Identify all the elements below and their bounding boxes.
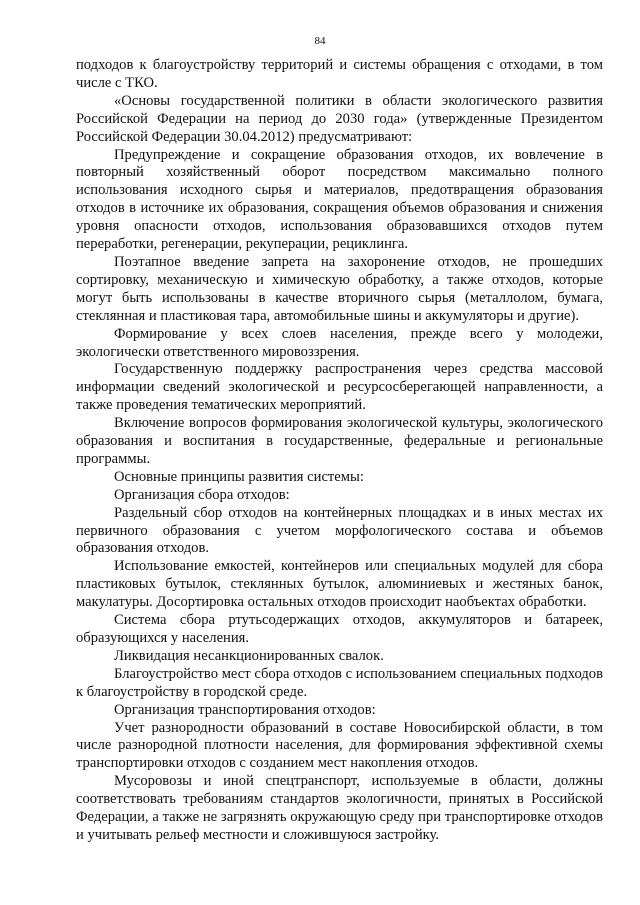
paragraph-transport-heading: Организация транспортирования отходов:	[114, 701, 376, 718]
paragraph-continuation: подходов к благоустройству территорий и системы обращения с отходами, в том числе с ТКО.	[76, 57, 603, 91]
paragraph-garbage-trucks: Мусоровозы и иной спецтранспорт, используемые в области, должны соответствовать требованиям стандартов экологичности, принятых в Российской Федерации, а также не загрязнять окружающую среду при транспортировке отходов и учитывать рельеф местности и сложившуюся застройку.	[76, 773, 603, 843]
paragraph-landfill-ban: Поэтапное введение запрета на захоронение отходов, не прошедших сортировку, механическую и химическую обработку, а также отходов, которые могут быть использованы в качестве вторичного сырья (металлолом, бумага, стеклянная и пластиковая тара, автомобильные шины и аккумуляторы и другие).	[76, 253, 603, 324]
paragraph-mercury-waste: Система сбора ртутьсодержащих отходов, аккумуляторов и батареек, образующихся у населения.	[76, 612, 603, 646]
document-body	[76, 57, 603, 845]
paragraph-collection-heading: Организация сбора отходов:	[114, 486, 290, 503]
paragraph-eco-education: Включение вопросов формирования экологической культуры, экологического образования и воспитания в государственные, федеральные и региональные программы.	[76, 415, 603, 467]
paragraph-separate-collection: Раздельный сбор отходов на контейнерных площадках и в иных местах их первичного образования с учетом морфологического состава и объемов образования отходов.	[76, 504, 603, 557]
paragraph-regional-heterogeneity: Учет разнородности образований в составе Новосибирской области, в том числе разнородной плотности населения, для формирования эффективной схемы транспортировки отходов с созданием мест накопления отходов.	[76, 719, 603, 772]
paragraph-eco-worldview: Формирование у всех слоев населения, прежде всего у молодежи, экологически ответственного мировоззрения.	[76, 325, 603, 360]
paragraph-principles-heading: Основные принципы развития системы:	[114, 468, 364, 485]
paragraph-collection-sites: Благоустройство мест сбора отходов с использованием специальных подходов к благоустройству в городской среде.	[76, 665, 603, 700]
paragraph-waste-prevention: Предупреждение и сокращение образования отходов, их вовлечение в повторный хозяйственный оборот посредством максимально полного использования исходного сырья и материалов, предотвращения образования отходов в источнике их образования, сокращения объемов образования и снижения уровня опасности отходов, использования образовавшихся отходов путем переработки, регенерации, рекуперации, рециклинга.	[76, 146, 603, 253]
paragraph-policy-basis: «Основы государственной политики в области экологического развития Российской Федерации на период до 2030 года» (утвержденные Президентом Российской Федерации 30.04.2012) предусматривают:	[76, 92, 603, 145]
paragraph-containers: Использование емкостей, контейнеров или специальных модулей для сбора пластиковых бутылок, стеклянных бутылок, алюминиевых и жестяных банок, макулатуры. Досортировка остальных отходов происходит наобъектах обработки.	[76, 558, 603, 611]
paragraph-state-support: Государственную поддержку распространения через средства массовой информации сведений экологической и ресурсосберегающей направленности, а также проведения тематических мероприятий.	[76, 361, 603, 414]
paragraph-illegal-dumps: Ликвидация несанкционированных свалок.	[114, 647, 384, 664]
page-number: 84	[314, 35, 326, 47]
